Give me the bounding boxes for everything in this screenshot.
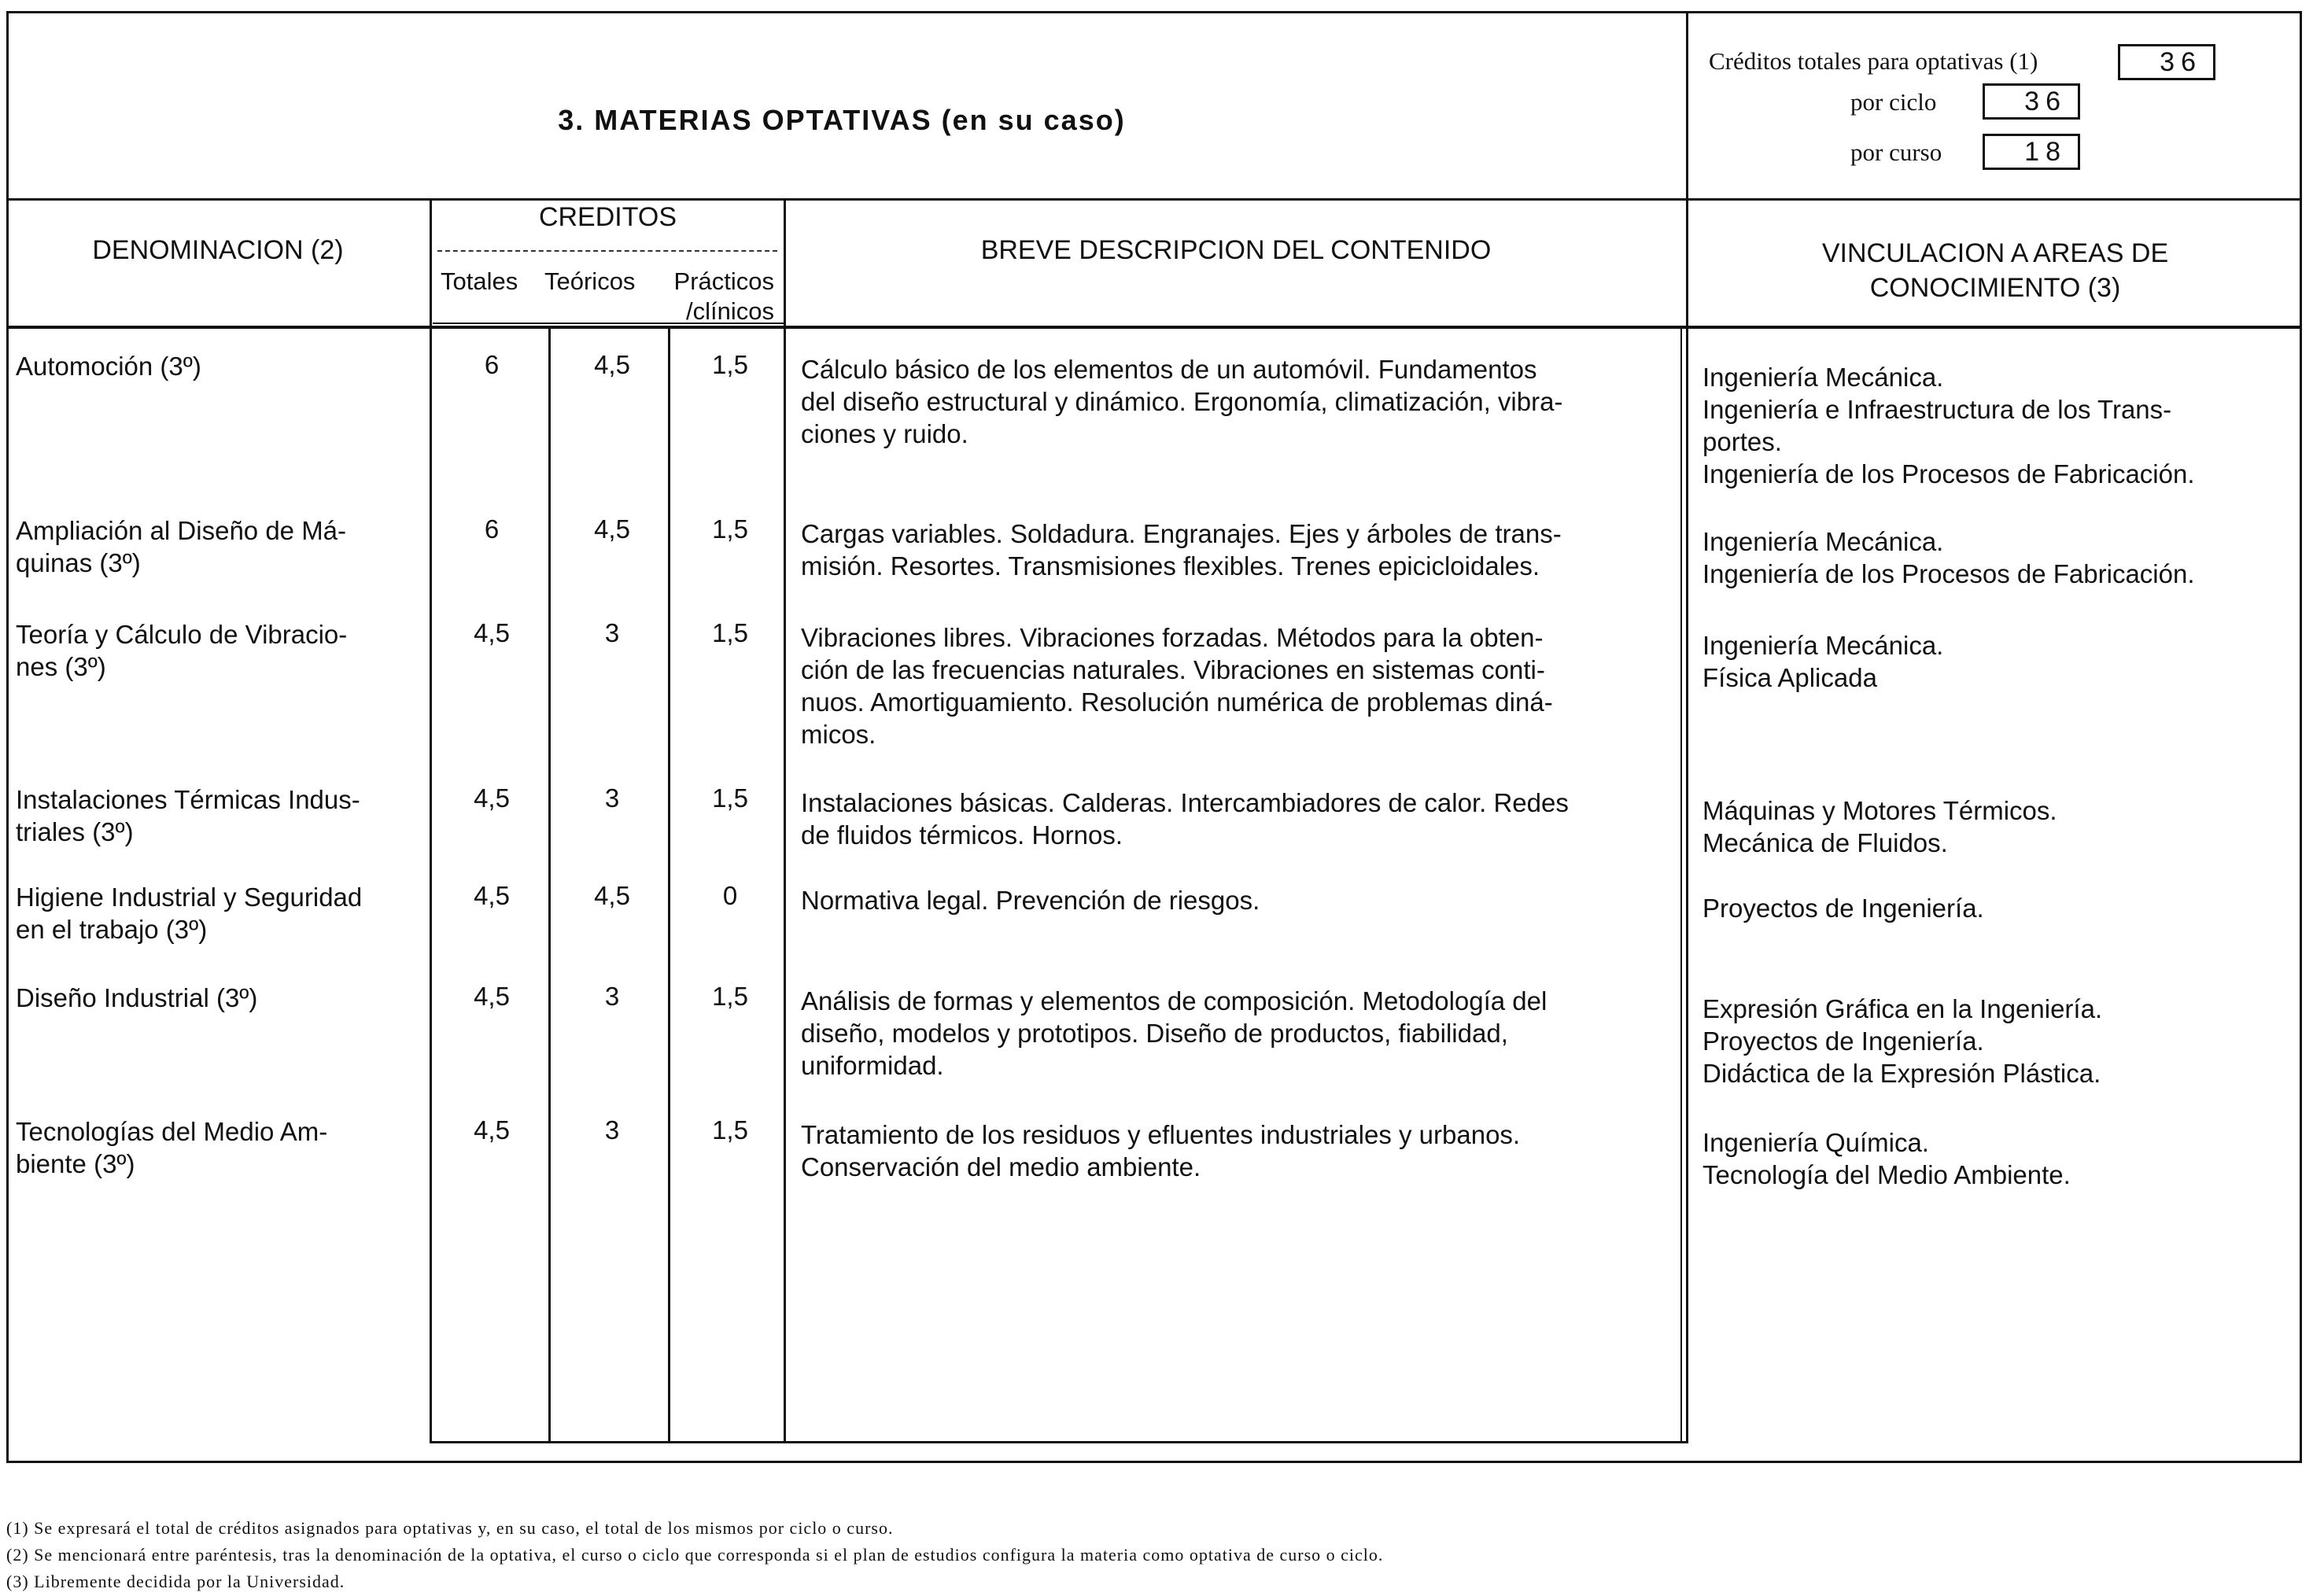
total-credits-label: Créditos totales para optativas (1) — [1709, 47, 2038, 75]
row-practicos: 1,5 — [712, 514, 748, 544]
row-descripcion: Tratamiento de los residuos y efluentes industriales y urbanos. Conservación del medio ambiente. — [801, 1120, 1521, 1181]
row-areas: Expresión Gráfica en la Ingeniería. Proyectos de Ingeniería. Didáctica de la Expresión Plástica. — [1702, 994, 2103, 1088]
row-totales: 6 — [484, 350, 500, 379]
total-credits-value: 36 — [2118, 44, 2215, 80]
row-totales: 4,5 — [474, 881, 510, 910]
row-descripcion: Normativa legal. Prevención de riesgos. — [801, 886, 1260, 915]
header-totales: Totales — [441, 267, 518, 295]
curso-credits-label: por curso — [1850, 138, 1942, 166]
row-areas: Ingeniería Mecánica. Ingeniería de los Procesos de Fabricación. — [1702, 527, 2195, 588]
row-practicos: 1,5 — [712, 982, 748, 1011]
grid-bottom-line — [430, 1441, 1688, 1443]
row-practicos: 1,5 — [712, 783, 748, 813]
row-descripcion: Instalaciones básicas. Calderas. Intercambiadores de calor. Redes de fluidos térmicos. Hornos. — [801, 788, 1569, 850]
row-teoricos: 4,5 — [594, 881, 630, 910]
header-conocimiento: CONOCIMIENTO (3) — [1869, 273, 2121, 303]
row-practicos: 0 — [722, 881, 738, 910]
header-descripcion: BREVE DESCRIPCION DEL CONTENIDO — [980, 235, 1492, 265]
row-teoricos: 3 — [604, 1115, 620, 1144]
row-denominacion: Higiene Industrial y Seguridad en el trabajo (3º) — [16, 883, 363, 944]
row-totales: 4,5 — [474, 1115, 510, 1144]
col-divider-descripcion — [1686, 11, 1688, 1443]
row-areas: Ingeniería Química. Tecnología del Medio Ambiente. — [1702, 1128, 2071, 1189]
row-descripcion: Cálculo básico de los elementos de un automóvil. Fundamentos del diseño estructural y dinámico. Ergonomía, climatización, vibra- ciones y ruido. — [801, 355, 1563, 448]
row-denominacion: Teoría y Cálculo de Vibracio- nes (3º) — [16, 620, 348, 681]
row-teoricos: 4,5 — [594, 514, 630, 544]
footnote-1: (1) Se expresará el total de créditos asignados para optativas y, en su caso, el total de los mismos por ciclo o curso. — [6, 1518, 894, 1538]
row-teoricos: 3 — [604, 783, 620, 813]
row-areas: Proyectos de Ingeniería. — [1702, 894, 1984, 923]
curso-credits-value: 18 — [1983, 134, 2080, 170]
row-descripcion: Vibraciones libres. Vibraciones forzadas. Métodos para la obten- ción de las frecuencias naturales. Vibraciones en sistemas conti- nuos. Amortiguamiento. Resolución numérica de problemas diná- micos. — [801, 623, 1553, 749]
row-practicos: 1,5 — [712, 618, 748, 647]
row-denominacion: Automoción (3º) — [16, 352, 201, 381]
row-denominacion: Tecnologías del Medio Am- biente (3º) — [16, 1117, 328, 1178]
col-divider-denominacion — [430, 198, 432, 1443]
header-denominacion: DENOMINACION (2) — [92, 235, 344, 265]
row-denominacion: Instalaciones Térmicas Indus- triales (3º) — [16, 785, 360, 846]
col-divider-totales — [548, 329, 551, 1443]
row-teoricos: 3 — [604, 982, 620, 1011]
footnote-3: (3) Libremente decidida por la Universidad. — [6, 1572, 345, 1591]
page-title: 3. MATERIAS OPTATIVAS (en su caso) — [558, 104, 1126, 136]
row-totales: 4,5 — [474, 982, 510, 1011]
row-areas: Ingeniería Mecánica. Física Aplicada — [1702, 631, 1944, 692]
creditos-dashed-rule — [437, 250, 777, 252]
footnote-2: (2) Se mencionará entre paréntesis, tras la denominación de la optativa, el curso o ciclo que corresponda si el plan de estudios configura la materia como optativa de curso o ciclo. — [6, 1545, 1384, 1565]
row-practicos: 1,5 — [712, 350, 748, 379]
row-descripcion: Análisis de formas y elementos de composición. Metodología del diseño, modelos y prototipos. Diseño de productos, fiabilidad, uniformidad. — [801, 986, 1548, 1080]
ciclo-credits-label: por ciclo — [1850, 88, 1937, 116]
row-totales: 6 — [484, 514, 500, 544]
row-teoricos: 3 — [604, 618, 620, 647]
col-divider-creditos — [784, 198, 786, 1443]
row-denominacion: Ampliación al Diseño de Má- quinas (3º) — [16, 516, 347, 577]
column-header-divider — [6, 326, 2302, 329]
row-areas: Ingeniería Mecánica. Ingeniería e Infraestructura de los Trans- portes. Ingeniería de los Procesos de Fabricación. — [1702, 363, 2195, 488]
row-totales: 4,5 — [474, 618, 510, 647]
ciclo-credits-value: 36 — [1983, 83, 2080, 120]
row-descripcion: Cargas variables. Soldadura. Engranajes. Ejes y árboles de trans- misión. Resortes. Transmisiones flexibles. Trenes epicicloidales. — [801, 519, 1562, 581]
row-totales: 4,5 — [474, 783, 510, 813]
header-divider — [6, 198, 2302, 201]
row-areas: Máquinas y Motores Térmicos. Mecánica de Fluidos. — [1702, 796, 2057, 857]
row-denominacion: Diseño Industrial (3º) — [16, 983, 258, 1012]
header-creditos: CREDITOS — [538, 202, 677, 232]
header-clinicos: /clínicos — [686, 297, 774, 325]
row-teoricos: 4,5 — [594, 350, 630, 379]
row-practicos: 1,5 — [712, 1115, 748, 1144]
header-practicos: Prácticos — [673, 267, 774, 295]
header-teoricos: Teóricos — [544, 267, 636, 295]
header-vinculacion: VINCULACION A AREAS DE — [1821, 238, 2169, 268]
